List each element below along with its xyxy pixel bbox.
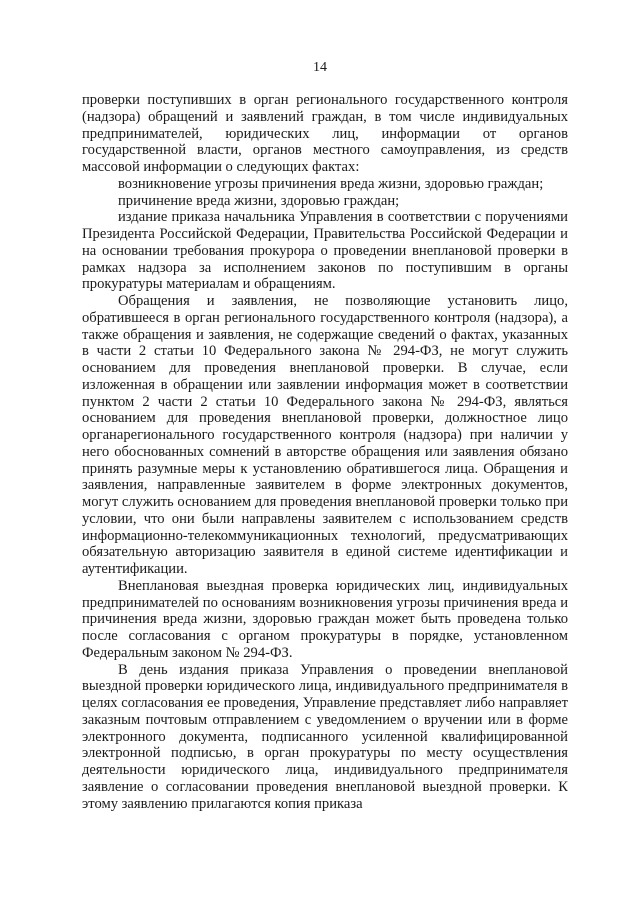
document-body bbox=[82, 92, 568, 812]
list-item-order: издание приказа начальника Управления в соответствии с поручениями Президента Российской Федерации, Правительства Российской Федерации и на основании требования прокурора о проведении внеплановой проверки в рамках надзора за исполнением законов по поступившим в органы прокуратуры материалам и обращениям. bbox=[82, 209, 568, 293]
paragraph-1: проверки поступивших в орган регионального государственного контроля (надзора) обращений и заявлений граждан, в том числе индивидуальных предпринимателей, юридических лиц, информации от органов государственной власти, органов местного самоуправления, из средств массовой информации о следующих фактах: bbox=[82, 92, 568, 175]
paragraph-appeals: Обращения и заявления, не позволяющие установить лицо, обратившееся в орган регионального государственного контроля (надзора), а также обращения и заявления, не содержащие сведений о фактах, указанных в части 2 статьи 10 Федерального закона № 294-ФЗ, не могут служить основанием для проведения внеплановой проверки. В случае, если изложенная в обращении или заявлении информация может в соответствии пунктом 2 части 2 статьи 10 Федерального закона № 294-ФЗ, являться основанием для проведения внеплановой проверки, должностное лицо органарегионального государственного контроля (надзора) при наличии у него обоснованных сомнений в авторстве обращения или заявления обязано принять разумные меры к установлению обратившегося лица. Обращения и заявления, направленные заявителем в форме электронных документов, могут служить основанием для проведения внеплановой проверки только при условии, что они были направлены заявителем с использованием средств информационно-телекоммуникационных технологий, предусматривающих обязательную авторизацию заявителя в единой системе идентификации и аутентификации. bbox=[82, 293, 568, 577]
paragraph-unscheduled-inspection: Внеплановая выездная проверка юридических лиц, индивидуальных предпринимателей по основаниям возникновения угрозы причинения вреда и причинения вреда жизни, здоровью граждан может быть проведена только после согласования с органом прокуратуры в порядке, установленном Федеральным законом № 294-ФЗ. bbox=[82, 577, 568, 661]
page-number: 14 bbox=[313, 60, 327, 75]
paragraph-order-day: В день издания приказа Управления о проведении внеплановой выездной проверки юридического лица, индивидуального предпринимателя в целях согласования ее проведения, Управление представляет либо направляет заказным почтовым отправлением с уведомлением о вручении или в форме электронного документа, подписанного усиленной квалифицированной электронной подписью, в орган прокуратуры по месту осуществления деятельности юридического лица, индивидуального предпринимателя заявление о согласовании проведения внеплановой выездной проверки. К этому заявлению прилагаются копия приказа bbox=[82, 661, 568, 812]
list-item-threat: возникновение угрозы причинения вреда жизни, здоровью граждан; bbox=[118, 175, 544, 192]
list-item-harm: причинение вреда жизни, здоровью граждан; bbox=[118, 192, 400, 209]
